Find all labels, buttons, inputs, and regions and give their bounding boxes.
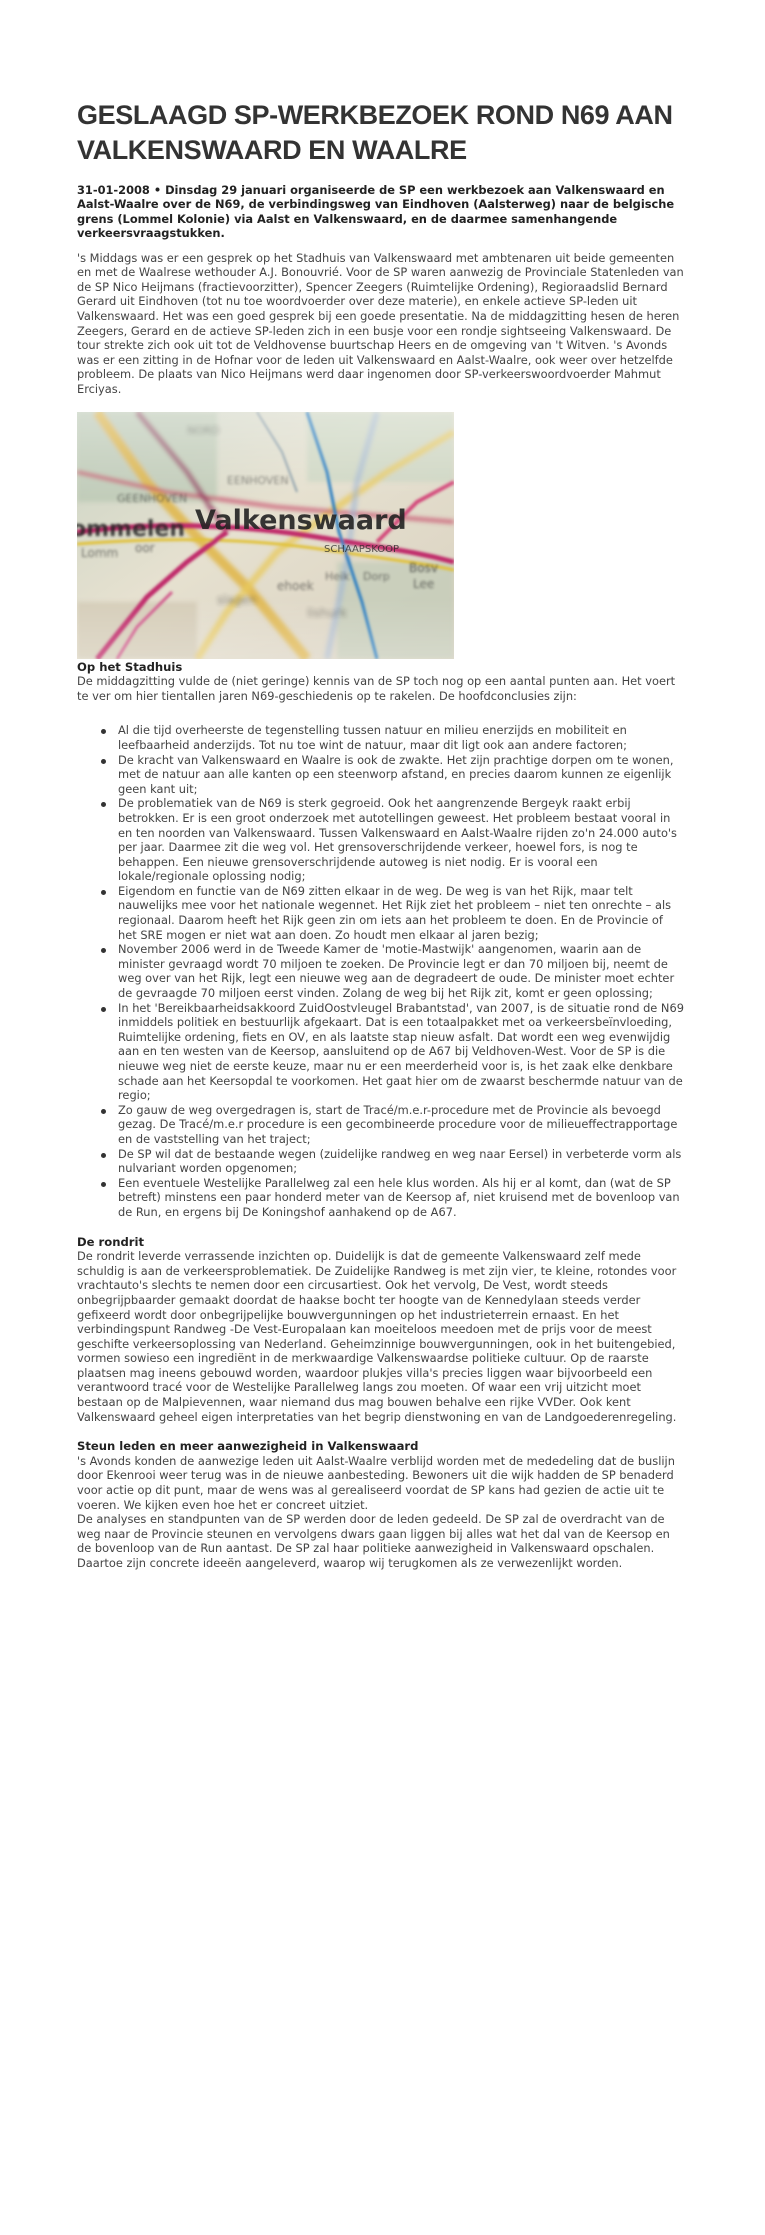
list-item: Een eventuele Westelijke Parallelweg zal een hele klus worden. Als hij er al komt, dan (wat de SP betreft) minstens een paar honderd meter van de Keersop af, niet kruisend met de bovenloop van de Run, en ergens bij De Koningshof aanhakend op de A67. [118,1176,685,1220]
article-title: GESLAAGD SP-WERKBEZOEK ROND N69 AAN VALKENSWAARD EN WAALRE [77,100,673,165]
list-item: Zo gauw de weg overgedragen is, start de Tracé/m.e.r-procedure met de Provincie als bevoegd gezag. De Tracé/m.e.r procedure is een gecombineerde procedure voor de milieueffectrapportage en de vaststelling van het traject; [118,1103,685,1147]
conclusions-list [77,723,685,1219]
bullet-icon [101,729,106,734]
bullet-icon [101,1182,106,1187]
bullet-icon [101,1153,106,1158]
section-heading-steun: Steun leden en meer aanwezigheid in Valkenswaard [77,1439,419,1454]
steun-paragraph-1: 's Avonds konden de aanwezige leden uit Aalst-Waalre verblijd worden met de mededeling dat de buslijn door Ekenrooi weer terug was in de nieuwe aanbesteding. Bewoners uit die wijk hadden de SP benaderd voor actie op dit punt, maar de wens was al gerealiseerd voordat de SP kans had gezien de actie uit te voeren. We kijken even hoe het er concreet uitziet. [77,1453,675,1512]
road-map-photo [77,412,454,659]
bullet-icon [101,890,106,895]
bullet-icon [101,948,106,953]
steun-paragraph-2: De analyses en standpunten van de SP werden door de leden gedeeld. De SP zal de overdracht van de weg naar de Provincie steunen en vervolgens dwars gaan liggen bij alles wat het dal van de Keersop en de bovenloop van de Run aantast. De SP zal haar politieke aanwezigheid in Valkenswaard opschalen. Daartoe zijn concrete ideeën aangeleverd, waarop wij terugkomen als ze verwezenlijkt worden. [77,1512,670,1570]
stadhuis-intro: De middagzitting vulde de (niet geringe) kennis van de SP toch nog op een aantal punten aan. Het voert te ver om hier tientallen jaren N69-geschiedenis op te rakelen. De hoofdconclusies zijn: [77,674,676,703]
section-heading-rondrit: De rondrit [77,1234,144,1249]
bullet-icon [101,759,106,764]
bullet-icon [101,802,106,807]
section-heading-stadhuis: Op het Stadhuis [77,659,183,674]
list-item: De kracht van Valkenswaard en Waalre is ook de zwakte. Het zijn prachtige dorpen om te wonen, met de natuur aan alle kanten op een steenworp afstand, en precies daarom kunnen ze eigenlijk geen kant uit; [118,753,685,797]
list-item: De SP wil dat de bestaande wegen (zuidelijke randweg en weg naar Eersel) in verbeterde vorm als nulvariant worden opgenomen; [118,1147,685,1176]
list-item: Eigendom en functie van de N69 zitten elkaar in de weg. De weg is van het Rijk, maar telt nauwelijks mee voor het nationale wegennet. Het Rijk ziet het probleem – niet ten onrechte – als regionaal. Daarom heeft het Rijk geen zin om iets aan het probleem te doen. En de Provincie of het SRE mogen er niet wat aan doen. Zo houdt men elkaar al jaren bezig; [118,884,685,942]
list-item: In het 'Bereikbaarheidsakkoord ZuidOostvleugel Brabantstad', van 2007, is de situatie rond de N69 inmiddels politiek en bestuurlijk afgekaart. Dat is een totaalpakket met oa verkeersbeïnvloeding, Ruimtelijke ordening, fiets en OV, en als laatste stap nieuw asfalt. Dat wordt een weg evenwijdig aan en ten westen van de Keersop, aansluitend op de A67 bij Veldhoven-West. Voor de SP is die nieuwe weg niet de eerste keuze, maar nu er een meerderheid voor is, is het zaak elke denkbare schade aan het Keersopdal te voorkomen. Het gaat hier om de zwaarst beschermde natuur van de regio; [118,1001,685,1103]
list-item: Al die tijd overheerste de tegenstelling tussen natuur en milieu enerzijds en mobiliteit en leefbaarheid anderzijds. Tot nu toe wint de natuur, maar dit ligt ook aan andere factoren; [118,723,685,752]
list-item: De problematiek van de N69 is sterk gegroeid. Ook het aangrenzende Bergeyk raakt erbij betrokken. Er is een groot onderzoek met autotellingen geweest. Het probleem bestaat vooral in en ten noorden van Valkenswaard. Tussen Valkenswaard en Aalst-Waalre rijden zo'n 24.000 auto's per jaar. Daarmee zit die weg vol. Het grensoverschrijdende verkeer, hoewel fors, is nog te behappen. Een nieuwe grensoverschrijdende autoweg is niet nodig. Er is vooral een lokale/regionale oplossing nodig; [118,796,685,884]
rondrit-paragraph: De rondrit leverde verrassende inzichten op. Duidelijk is dat de gemeente Valkenswaard zelf mede schuldig is aan de verkeersproblematiek. De Zuidelijke Randweg is met zijn vier, te kleine, rotondes voor vrachtauto's slechts te nemen door een circusartiest. Ook het vervolg, De Vest, wordt steeds onbegrijpbaarder gemaakt doordat de haakse bocht ter hoogte van de Kennedylaan steeds verder gefixeerd wordt door onbegrijpelijke bouwvergunningen op het industrieterrein ernaast. En het verbindingspunt Randweg -De Vest-Europalaan kan moeiteloos meedoen met de prijs voor de meest geschifte verkeersoplossing van Nederland. Geheimzinnige bouwvergunningen, ook in het buitengebied, vormen sowieso een ingrediënt in de merkwaardige Valkenswaardse politieke cultuur. Op de raarste plaatsen mag ineens gebouwd worden, waardoor plukjes villa's precies liggen waar bijvoorbeeld een verantwoord tracé voor de Westelijke Parallelweg langs zou moeten. Of waar een vrij uitzicht moet bestaan op de Malpievennen, waar niemand dus mag bouwen behalve een rijke VVDer. Ook kent Valkenswaard geheel eigen interpretaties van het begrip dienstwoning en van de Landgoederenregeling. [77,1249,677,1424]
article-lead: 31-01-2008 • Dinsdag 29 januari organiseerde de SP een werkbezoek aan Valkenswaard en Aalst-Waalre over de N69, de verbindingsweg van Eindhoven (Aalsterweg) naar de belgische grens (Lommel Kolonie) via Aalst en Valkenswaard, en de daarmee samenhangende verkeersvraagstukken. [77,183,675,241]
list-item: November 2006 werd in de Tweede Kamer de 'motie-Mastwijk' aangenomen, waarin aan de minister gevraagd wordt 70 miljoen te zoeken. De Provincie legt er dan 70 miljoen bij, neemt de weg over van het Rijk, legt een nieuwe weg aan de degradeert de oude. De minister moet echter de gevraagde 70 miljoen eerst vinden. Zolang de weg bij het Rijk zit, komt er geen oplossing; [118,942,685,1000]
bullet-icon [101,1109,106,1114]
article [77,0,685,1571]
bullet-icon [101,1007,106,1012]
intro-paragraph: 's Middags was er een gesprek op het Stadhuis van Valkenswaard met ambtenaren uit beide gemeenten en met de Waalrese wethouder A.J. Bonouvrié. Voor de SP waren aanwezig de Provinciale Statenleden van de SP Nico Heijmans (fractievoorzitter), Spencer Zeegers (Ruimtelijke Ordening), Regioraadslid Bernard Gerard uit Eindhoven (tot nu toe woordvoerder over deze materie), en enkele actieve SP-leden uit Valkenswaard. Het was een goed gesprek bij een goede presentatie. Na de middagzitting hesen de heren Zeegers, Gerard en de actieve SP-leden zich in een busje voor een rondje sightseeing Valkenswaard. De tour strekte zich ook uit tot de Veldhovense buurtschap Heers en de omgeving van 't Witven. 's Avonds was er een zitting in de Hofnar voor de leden uit Valkenswaard en Aalst-Waalre, ook weer over hetzelfde probleem. De plaats van Nico Heijmans werd daar ingenomen door SP-verkeerswoordvoerder Mahmut Erciyas. [77,250,684,396]
